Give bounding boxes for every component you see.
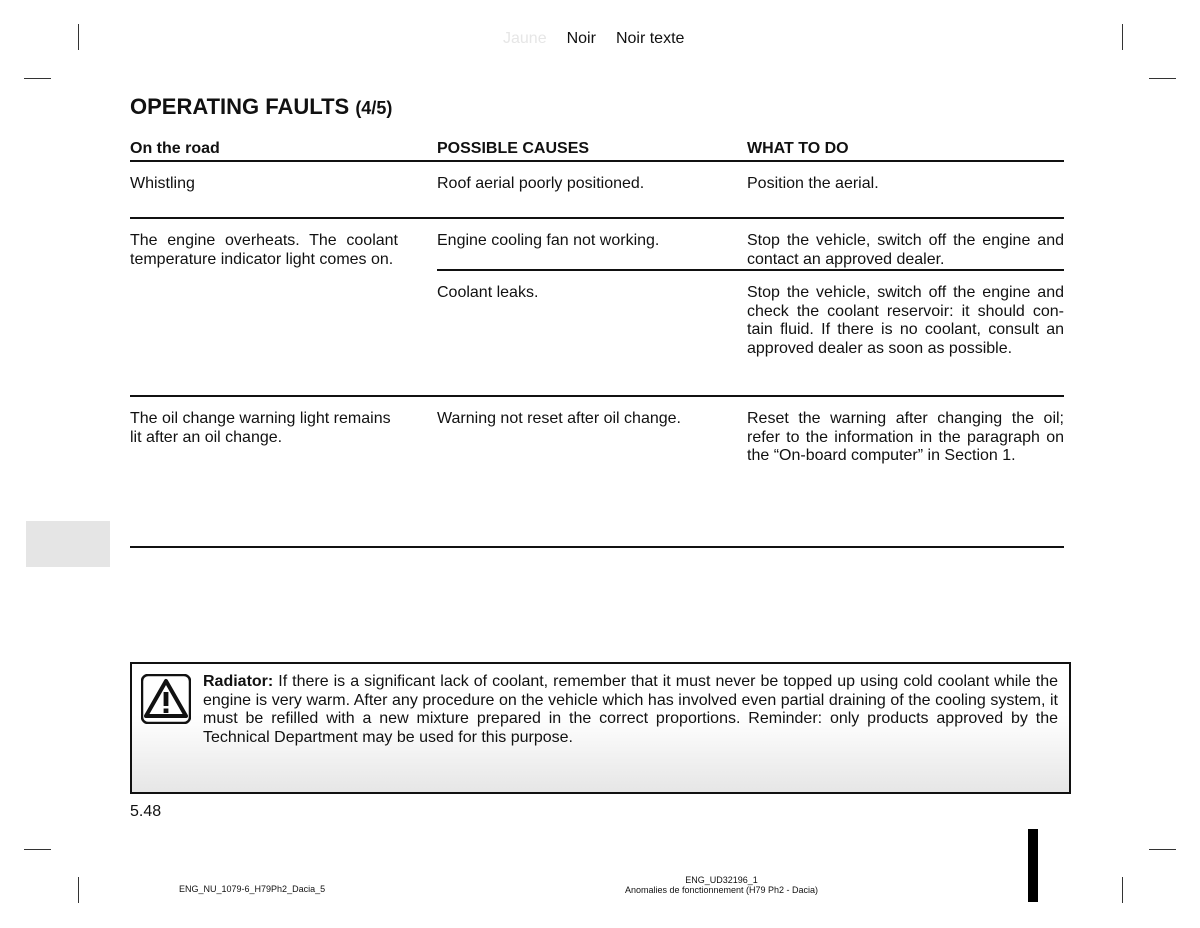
color-label-noir-texte: Noir texte [615, 30, 685, 47]
warning-body: If there is a significant lack of coolant, remember that it must never be topped up using cold coolant while the engine is very warm. After any procedure on the vehicle which has involved even partial draining of the cooling system, it must be refilled with a new mixture prepared in the correct proportions. Reminder: only products approved by the Technical Department may be used for this purpose. [203, 673, 1058, 746]
warning-box [130, 662, 1071, 794]
table-row-symptom: Whistling [130, 175, 195, 192]
section-tab-marker [26, 521, 110, 567]
table-row-action: Stop the vehicle, switch off the engine and contact an approved dealer. [747, 232, 1064, 268]
registration-bar [1028, 829, 1038, 902]
crop-mark [78, 24, 79, 50]
page-number: 5.48 [130, 803, 162, 820]
row-divider [130, 217, 1064, 219]
footer-left-code: ENG_NU_1079-6_H79Ph2_Dacia_5 [179, 884, 326, 894]
page-title-main: OPERATING FAULTS [130, 94, 350, 119]
footer-center-title: Anomalies de fonctionnement (H79 Ph2 - Dacia) [624, 885, 819, 895]
color-label-noir: Noir [566, 30, 596, 47]
table-row-cause: Roof aerial poorly positioned. [437, 175, 645, 192]
crop-mark [1122, 24, 1123, 50]
table-row-symptom: The engine overheats. The coolant temperature indicator light comes on. [130, 232, 398, 268]
sub-row-divider [437, 269, 1064, 271]
column-header-causes: POSSIBLE CAUSES [437, 140, 590, 157]
warning-label: Radiator: [203, 673, 274, 690]
crop-mark [1149, 78, 1176, 79]
table-row-action: Position the aerial. [747, 175, 879, 192]
footer-center [600, 875, 843, 895]
crop-mark [1149, 849, 1176, 850]
table-row-cause: Engine cooling fan not working. [437, 232, 660, 249]
footer-center-code: ENG_UD32196_1 [685, 875, 758, 885]
color-separation-labels [503, 30, 704, 48]
table-row-symptom: The oil change warning light remains lit after an oil change. [130, 410, 391, 446]
page-title-part: (4/5) [355, 98, 393, 118]
header-rule [130, 160, 1064, 162]
warning-triangle-icon [141, 674, 191, 724]
column-header-action: WHAT TO DO [747, 140, 849, 157]
page-title [130, 94, 392, 120]
table-row-cause: Warning not reset after oil change. [437, 410, 681, 427]
table-row-action: Stop the vehicle, switch off the engine and check the coolant reservoir: it should con-tain fluid. If there is no coolant, consult an approved dealer as soon as possible. [747, 284, 1064, 357]
color-label-jaune: Jaune [503, 30, 547, 47]
table-row-cause: Coolant leaks. [437, 284, 539, 301]
table-bottom-rule [130, 546, 1064, 548]
crop-mark [24, 849, 51, 850]
table-row-action: Reset the warning after changing the oil; refer to the information in the paragraph on the “On-board computer” in Section 1. [747, 410, 1064, 464]
row-divider [130, 395, 1064, 397]
crop-mark [24, 78, 51, 79]
warning-text [203, 673, 1058, 747]
crop-mark [1122, 877, 1123, 903]
crop-mark [78, 877, 79, 903]
column-header-symptom: On the road [130, 140, 220, 157]
